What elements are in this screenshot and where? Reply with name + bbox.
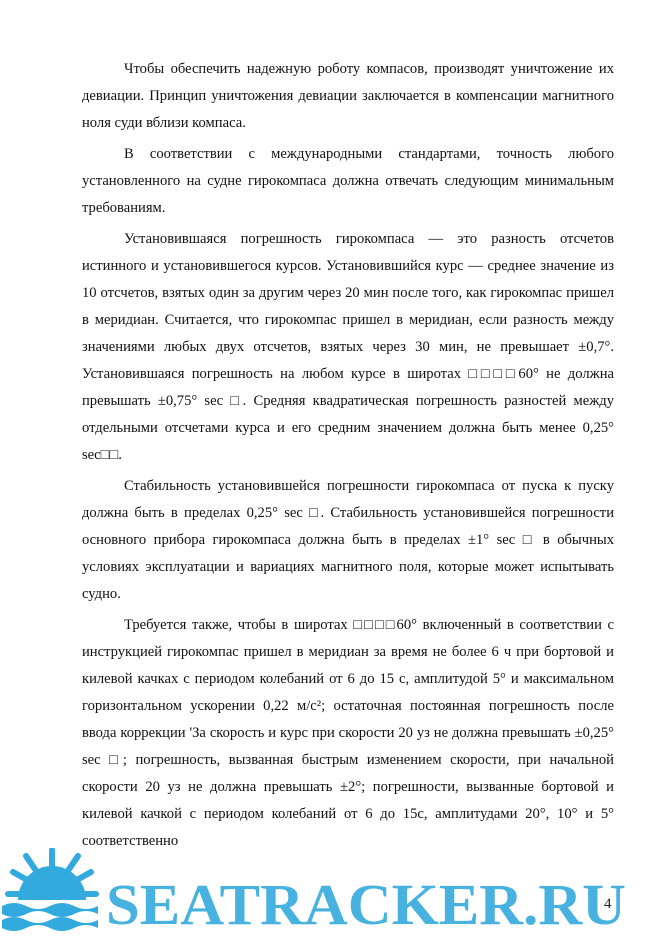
paragraph-stability: Стабильность установившейся погрешности гирокомпаса от пуска к пуску должна быть в пределах 0,25° sec □. Стабильность установившейся погрешности основного прибора гирокомпаса должна быть в пределах ±1° sec □ в обычных условиях эксплуатации и вариациях магнитного поля, которые может испытывать судно. (82, 478, 614, 602)
document-body (82, 56, 614, 855)
seatracker-watermark (0, 848, 657, 943)
paragraph-deviation: Чтобы обеспечить надежную роботу компасов, производят уничтожение их девиации. Принцип уничтожения девиации заключается в компенсации магнитного ноля суди вблизи компаса. (82, 61, 614, 131)
paragraph-requirements: Требуется также, чтобы в широтах □□□□60° включенный в соответствии с инструкцией гирокомпас пришел в меридиан за время не более 6 ч при бортовой и килевой качках с периодом колебаний от 6 до 15 с, амплитудой 5° и максимальном горизонтальном ускорении 0,22 м/с²; остаточная постоянная погрешность после ввода коррекции 'За скорость и курс при скорости 20 уз не должна превышать ±0,25° sec □; погрешность, вызванная быстрым изменением скорости, при начальной скорости 20 уз не должна превышать ±2°; погрешности, вызванные бортовой и килевой качкой с периодом колебаний от 6 до 15с, амплитудами 20°, 10° и 5° соответственно (82, 617, 614, 849)
watermark-text: SEATRACKER.RU (106, 872, 626, 937)
page-number: 4 (604, 896, 612, 912)
paragraph-standards: В соответствии с международными стандартами, точность любого установленного на судне гирокомпаса должна отвечать следующим минимальным требованиям. (82, 146, 614, 216)
paragraph-steady-error: Установившаяся погрешность гирокомпаса — это разность отсчетов истинного и установившегося курсов. Установившийся курс — среднее значение из 10 отсчетов, взятых один за другим через 20 мин после того, как гирокомпас пришел в меридиан. Считается, что гирокомпас пришел в меридиан, если разность между значениями любых двух отсчетов, взятых через 30 мин, не превышает ±0,7°. Установившаяся погрешность на любом курсе в широтах □□□□60° не должна превышать ±0,75° sec □. Средняя квадратическая погрешность разностей между отдельными отсчетами курса и его средним значением должна быть менее 0,25° sec□□. (82, 231, 614, 463)
sun-icon (2, 850, 98, 931)
